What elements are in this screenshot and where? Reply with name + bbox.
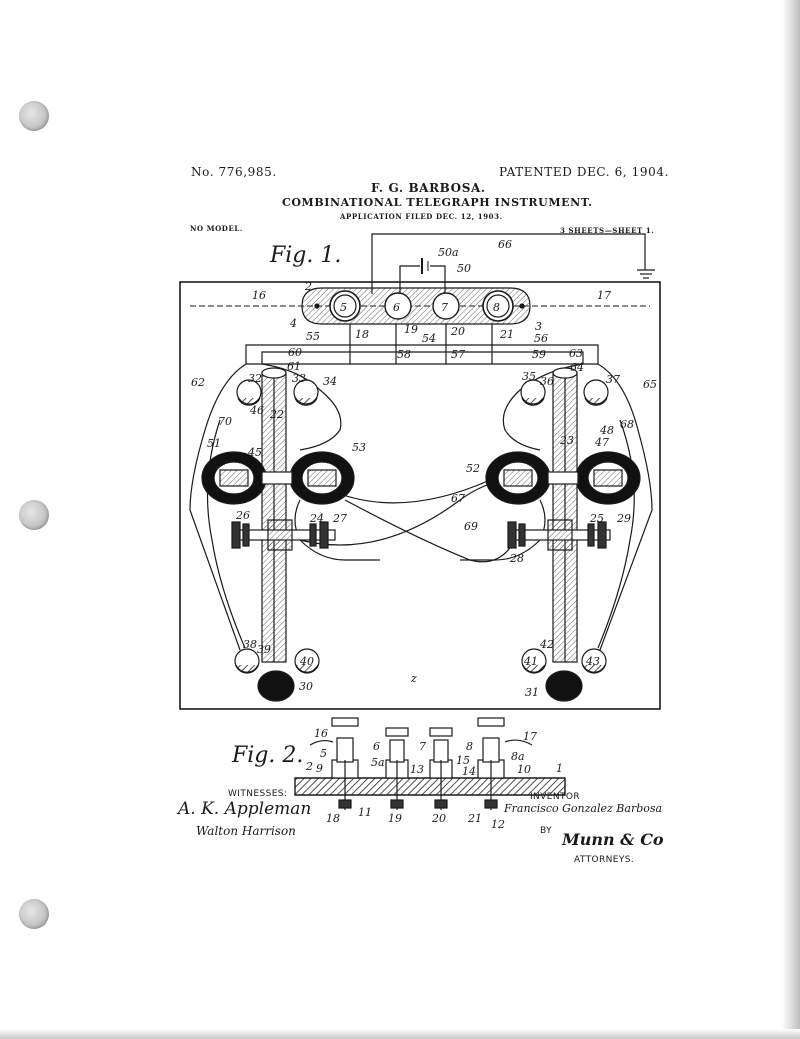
ref-numeral: 42 — [540, 638, 554, 651]
ref-numeral: 14 — [462, 765, 476, 778]
ref-numeral: 50a — [438, 246, 459, 259]
ref-numeral: 24 — [310, 512, 324, 525]
fig1-label: Fig. 1. — [270, 243, 342, 268]
ref-numeral: 46 — [250, 404, 264, 417]
ref-numeral: 64 — [570, 361, 584, 374]
ref-numeral: 19 — [388, 812, 402, 825]
attorney-signature: Munn & Co — [562, 830, 664, 849]
ref-numeral: 66 — [498, 238, 512, 251]
ref-numeral: 70 — [218, 415, 232, 428]
ref-numeral: 43 — [586, 655, 600, 668]
ref-numeral: 18 — [355, 328, 369, 341]
ref-numeral: 68 — [620, 418, 634, 431]
ref-numeral: 28 — [510, 552, 524, 565]
ref-numeral: 10 — [517, 763, 531, 776]
ref-numeral: 7 — [419, 740, 426, 753]
ref-numeral: 33 — [292, 372, 306, 385]
ref-numeral: 6 — [373, 740, 380, 753]
application-filed: APPLICATION FILED DEC. 12, 1903. — [340, 212, 503, 221]
ref-numeral: 23 — [560, 434, 574, 447]
inventor-label: INVENTOR — [530, 792, 580, 802]
by-label: BY — [540, 826, 552, 836]
ref-numeral: 26 — [236, 509, 250, 522]
ref-numeral: 15 — [456, 754, 470, 767]
ref-numeral: 58 — [397, 348, 411, 361]
ref-numeral: 22 — [270, 408, 284, 421]
ref-numeral: 61 — [287, 360, 301, 373]
ref-numeral: 52 — [466, 462, 480, 475]
ref-numeral: 54 — [422, 332, 436, 345]
ref-numeral: 36 — [540, 375, 554, 388]
ref-numeral: 8 — [466, 740, 473, 753]
ref-numeral: 50 — [457, 262, 471, 275]
patent-number: No. 776,985. — [191, 165, 277, 179]
ref-numeral: 67 — [451, 492, 465, 505]
ref-numeral: 25 — [590, 512, 604, 525]
witness-signature-1: A. K. Appleman — [178, 799, 312, 819]
ref-numeral: 9 — [316, 762, 323, 775]
ref-numeral: 11 — [358, 806, 372, 819]
ref-numeral: 4 — [290, 317, 297, 330]
ref-numeral: 12 — [491, 818, 505, 831]
ref-numeral: 35 — [522, 370, 536, 383]
attorneys-label: ATTORNEYS. — [574, 855, 635, 865]
ref-numeral: 30 — [299, 680, 313, 693]
ref-numeral: 13 — [410, 763, 424, 776]
model-note: NO MODEL. — [190, 224, 243, 233]
ref-numeral: 5 — [340, 301, 347, 314]
ref-numeral: 59 — [532, 348, 546, 361]
ref-numeral: 1 — [556, 762, 563, 775]
ref-numeral: 51 — [207, 437, 221, 450]
witness-signature-2: Walton Harrison — [196, 824, 296, 838]
ref-numeral: 2 — [305, 280, 312, 293]
witnesses-label: WITNESSES: — [228, 789, 288, 799]
ref-numeral: 48 — [600, 424, 614, 437]
ref-numeral: 45 — [248, 446, 262, 459]
ref-numeral: 27 — [333, 512, 347, 525]
inventor-signature: Francisco Gonzalez Barbosa — [504, 802, 663, 815]
fig2-label: Fig. 2. — [232, 743, 304, 768]
patent-title: COMBINATIONAL TELEGRAPH INSTRUMENT. — [282, 196, 593, 209]
ref-numeral: 2 — [306, 760, 313, 773]
ref-numeral: 62 — [191, 376, 205, 389]
ref-numeral: 31 — [525, 686, 539, 699]
ref-numeral: 21 — [468, 812, 482, 825]
ref-numeral: 56 — [534, 332, 548, 345]
ref-numeral: 18 — [326, 812, 340, 825]
ref-numeral: 5 — [320, 747, 327, 760]
ref-numeral: 29 — [617, 512, 631, 525]
ref-numeral: 38 — [243, 638, 257, 651]
ref-numeral: 21 — [500, 328, 514, 341]
ref-numeral: 37 — [606, 373, 620, 386]
ref-numeral: 55 — [306, 330, 320, 343]
sheet-count: 3 SHEETS—SHEET 1. — [560, 226, 655, 235]
ref-numeral: 39 — [257, 643, 271, 656]
ref-numeral: 32 — [248, 372, 262, 385]
ref-numeral: 6 — [393, 301, 400, 314]
ref-numeral: 19 — [404, 323, 418, 336]
ref-numeral: 8 — [493, 301, 500, 314]
ref-numeral: 34 — [323, 375, 337, 388]
ref-numeral: 60 — [288, 346, 302, 359]
ref-numeral: 63 — [569, 347, 583, 360]
ref-numeral: 16 — [314, 727, 328, 740]
inventor-name: F. G. BARBOSA. — [371, 181, 486, 195]
ref-numeral: 7 — [441, 301, 448, 314]
ref-numeral: 3 — [535, 320, 542, 333]
ref-numeral: z — [411, 672, 417, 685]
ref-numeral: 47 — [595, 436, 609, 449]
ref-numeral: 69 — [464, 520, 478, 533]
ref-numeral: 57 — [451, 348, 465, 361]
ref-numeral: 16 — [252, 289, 266, 302]
ref-numeral: 41 — [524, 655, 538, 668]
ref-numeral: 17 — [597, 289, 611, 302]
patented-date: PATENTED DEC. 6, 1904. — [499, 165, 670, 179]
ref-numeral: 8a — [511, 750, 525, 763]
ref-numeral: 53 — [352, 441, 366, 454]
ref-numeral: 17 — [523, 730, 537, 743]
ref-numeral: 20 — [451, 325, 465, 338]
ref-numeral: 5a — [371, 756, 385, 769]
ref-numeral: 40 — [300, 655, 314, 668]
ref-numeral: 65 — [643, 378, 657, 391]
ref-numeral: 20 — [432, 812, 446, 825]
